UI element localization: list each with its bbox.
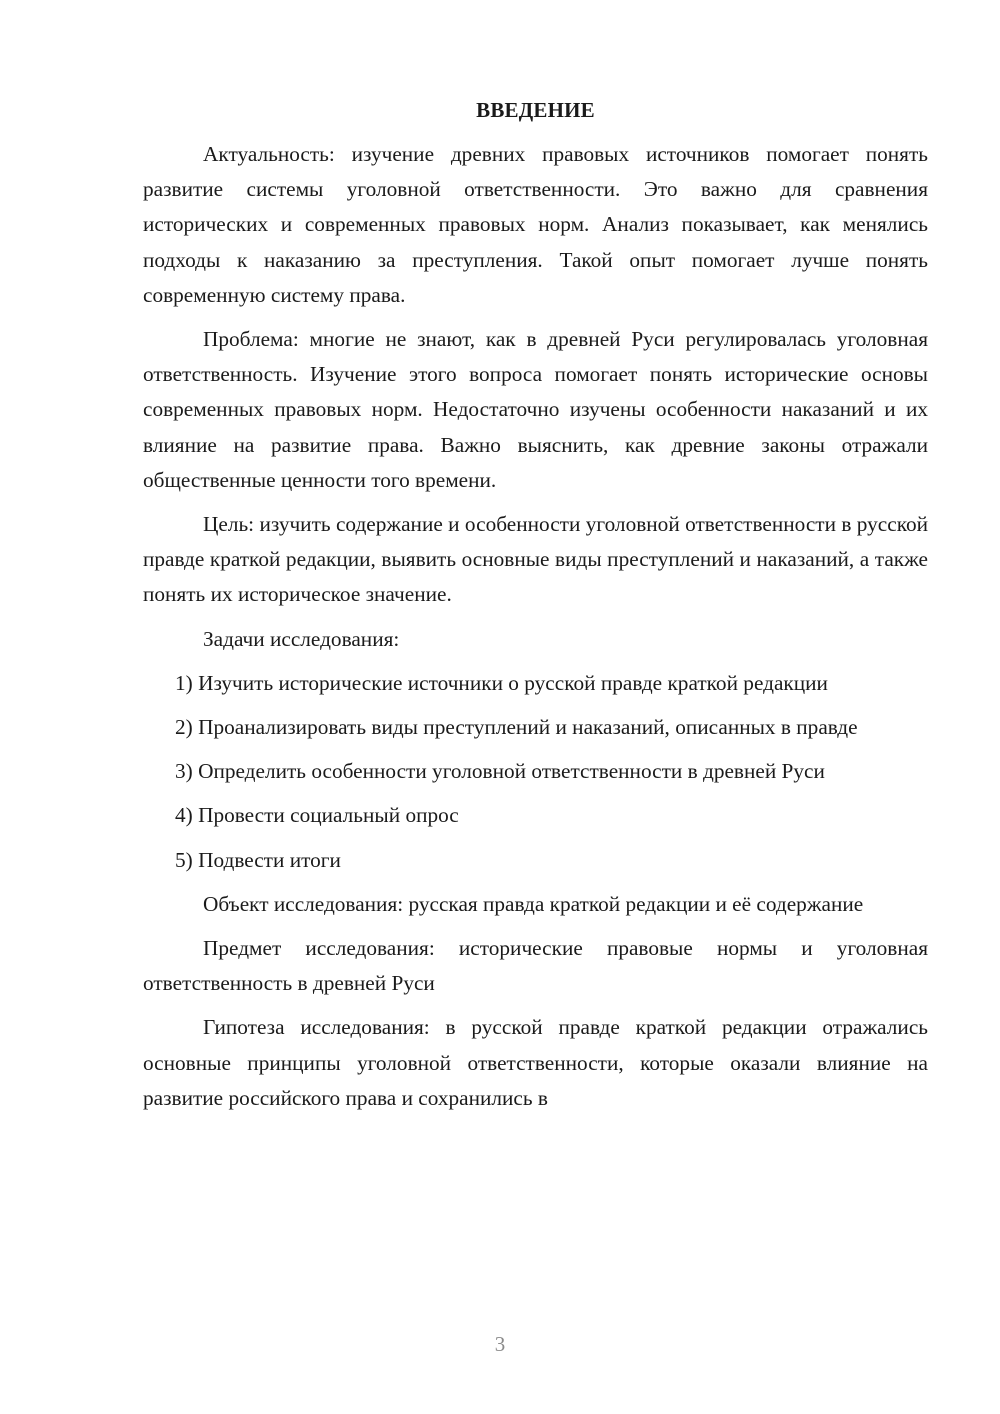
page-number: 3 [494, 1332, 506, 1356]
page-title: ВВЕДЕНИЕ [476, 98, 595, 122]
subject-paragraph: Предмет исследования: исторические правовые нормы и уголовная ответственность в древней Руси [143, 936, 928, 996]
goal-paragraph: Цель: изучить содержание и особенности уголовной ответственности в русской правде краткой редакции, выявить основные виды преступлений и наказаний, а также понять их историческое значение. [143, 512, 928, 607]
list-item: 3) Определить особенности уголовной ответственности в древней Руси [175, 759, 825, 784]
list-item: 1) Изучить исторические источники о русской правде краткой редакции [175, 670, 828, 695]
tasks-title: Задачи исследования: [203, 626, 400, 651]
list-item: 5) Подвести итоги [175, 847, 341, 872]
list-item: 4) Провести социальный опрос [175, 803, 459, 828]
relevance-paragraph: Актуальность: изучение древних правовых источников помогает понять развитие системы уголовной ответственности. Это важно для сравнения исторических и современных правовых норм. Анализ показывает, как менялись подходы к наказанию за преступления. Такой опыт помогает лучше понять современную систему права. [143, 142, 928, 307]
document-page [143, 93, 928, 1116]
problem-paragraph: Проблема: многие не знают, как в древней Руси регулировалась уголовная ответственность. Изучение этого вопроса помогает понять исторические основы современных правовых норм. Недостаточно изучены особенности наказаний и их влияние на развитие права. Важно выяснить, как древние законы отражали общественные ценности того времени. [143, 327, 928, 492]
object-paragraph: Объект исследования: русская правда краткой редакции и её содержание [203, 891, 864, 916]
list-item: 2) Проанализировать виды преступлений и наказаний, описанных в правде [175, 715, 858, 740]
hypothesis-paragraph: Гипотеза исследования: в русской правде краткой редакции отражались основные принципы уголовной ответственности, которые оказали влияние на развитие российского права и сохранились в [143, 1015, 928, 1110]
